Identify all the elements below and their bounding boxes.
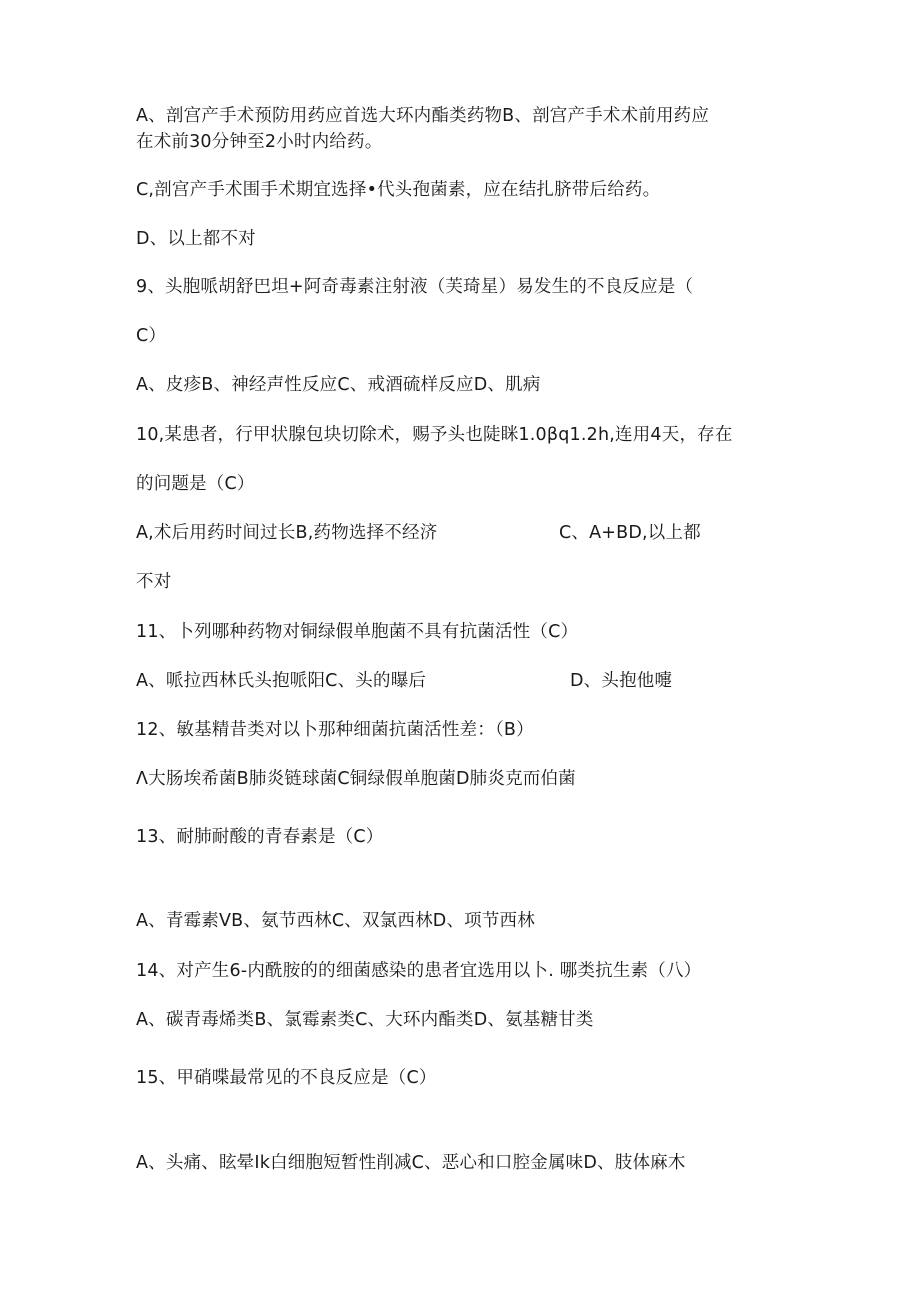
q11-option-d: D、头抱他嚏 [570, 671, 673, 691]
q10-question-continued: 的问题是（C） [136, 474, 255, 494]
q10-options [136, 522, 701, 544]
q12-question: 12、敏基精昔类对以卜那种细菌抗菌活性差：（B） [136, 720, 534, 740]
q9-answer: C） [136, 326, 167, 346]
q8-option-d: D、以上都不对 [136, 229, 256, 249]
q8-option-c: C,剖宫产手术围手术期宜选择•代头孢菌素，应在结扎脐带后给药。 [136, 180, 661, 200]
q12-options: Λ大肠埃希菌B肺炎链球菌C铜绿假单胞菌D肺炎克而伯菌 [136, 769, 576, 789]
q15-options: A、头痛、眩晕Ik白细胞短暂性削减C、恶心和口腔金属味D、肢体麻木 [136, 1153, 686, 1173]
q9-question: 9、头胞哌胡舒巴坦+阿奇毒素注射液（芙琦星）易发生的不良反应是（ [136, 277, 694, 297]
q11-options [136, 670, 673, 692]
q10-options-continued: 不对 [136, 572, 172, 592]
q14-options: A、碳青毒烯类B、氯霉素类C、大环内酯类D、氨基糖甘类 [136, 1010, 594, 1030]
q9-options: A、皮疹B、神经声性反应C、戒酒硫样反应D、肌病 [136, 375, 541, 395]
q13-options: A、青霉素VB、氨节西林C、双氯西林D、项节西林 [136, 911, 535, 931]
q10-question: 10,某患者，行甲状腺包块切除术，赐予头也陡眯1.0βq1.2h,连用4天，存在 [136, 425, 733, 445]
q11-question: 11、卜列哪种药物对铜绿假单胞菌不具有抗菌活性（C） [136, 622, 579, 642]
q10-options-c-d: C、A+BD,以上都 [559, 523, 701, 543]
q15-question: 15、甲硝喋最常见的不良反应是（C） [136, 1068, 437, 1088]
q13-question: 13、耐肺耐酸的青春素是（C） [136, 827, 384, 847]
q14-question: 14、对产生6-内酰胺的的细菌感染的患者宜选用以卜. 哪类抗生素（八） [136, 961, 702, 981]
q10-options-a-b: A,术后用药时间过长B,药物选择不经济 [136, 523, 438, 543]
q11-options-a-c: A、哌拉西林氏头抱哌阳C、头的曝后 [136, 671, 427, 691]
q8-option-a-b: A、剖宫产手术预防用药应首选大环内酯类药物B、剖宫产手术术前用药应 [136, 106, 710, 126]
q8-option-b-continued: 在术前30分钟至2小时内给药。 [136, 132, 383, 152]
